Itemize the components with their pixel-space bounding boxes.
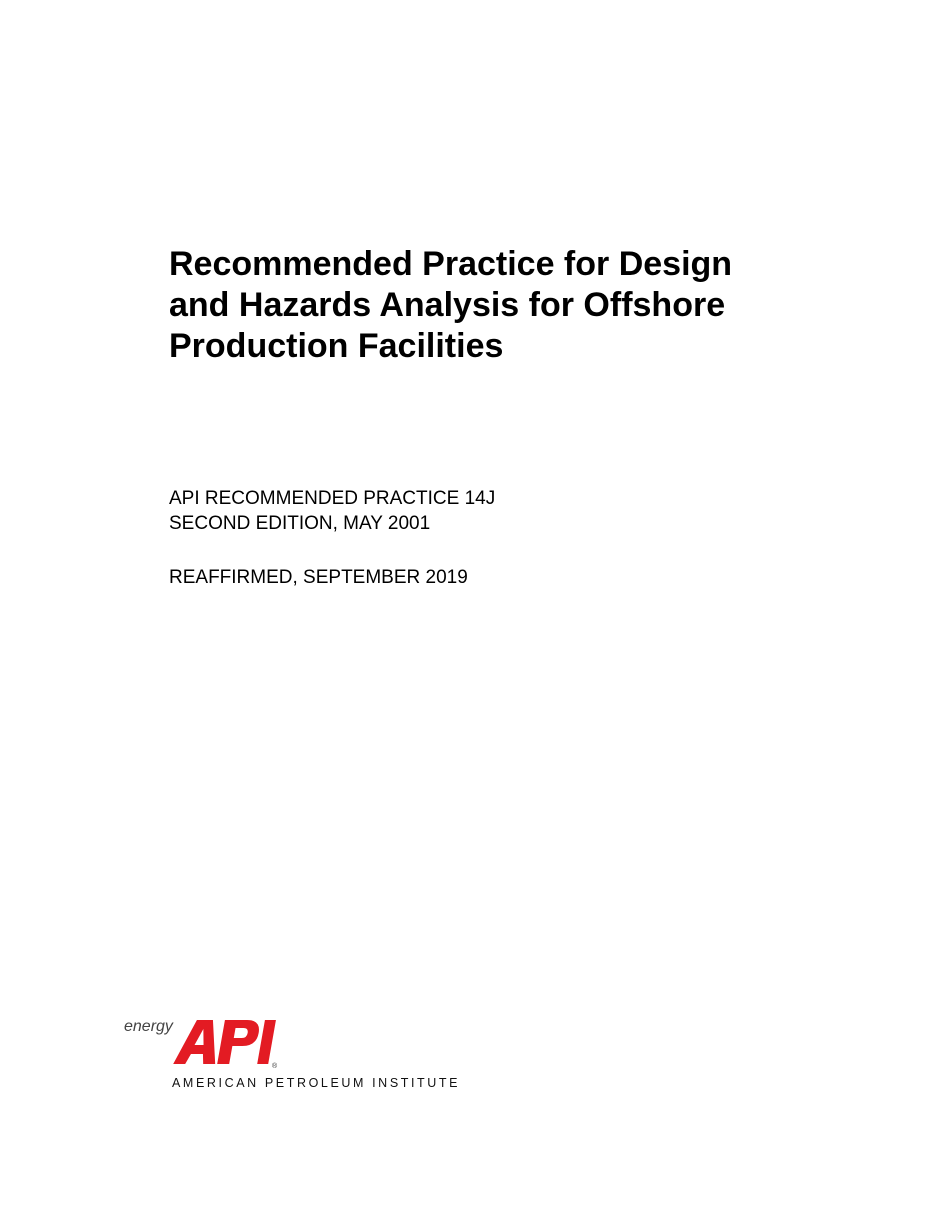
title-line-1: Recommended Practice for Design <box>169 245 733 283</box>
logo-letter-i <box>257 1020 276 1064</box>
document-designation: API RECOMMENDED PRACTICE 14J <box>169 488 496 509</box>
document-edition: SECOND EDITION, MAY 2001 <box>169 513 431 534</box>
logo-tagline: energy <box>124 1018 173 1035</box>
page-title <box>169 244 849 367</box>
registered-mark: ® <box>272 1063 278 1070</box>
logo-letter-p <box>217 1020 261 1064</box>
api-logo-letters <box>173 1020 276 1064</box>
api-logo <box>120 1010 461 1100</box>
title-line-3: Production Facilities <box>169 327 504 365</box>
reaffirmed-date: REAFFIRMED, SEPTEMBER 2019 <box>169 567 468 588</box>
title-line-2: and Hazards Analysis for Offshore <box>169 286 726 324</box>
logo-organization-name: AMERICAN PETROLEUM INSTITUTE <box>172 1076 461 1090</box>
api-logo-mark <box>168 1014 278 1070</box>
logo-letter-a <box>173 1020 223 1064</box>
